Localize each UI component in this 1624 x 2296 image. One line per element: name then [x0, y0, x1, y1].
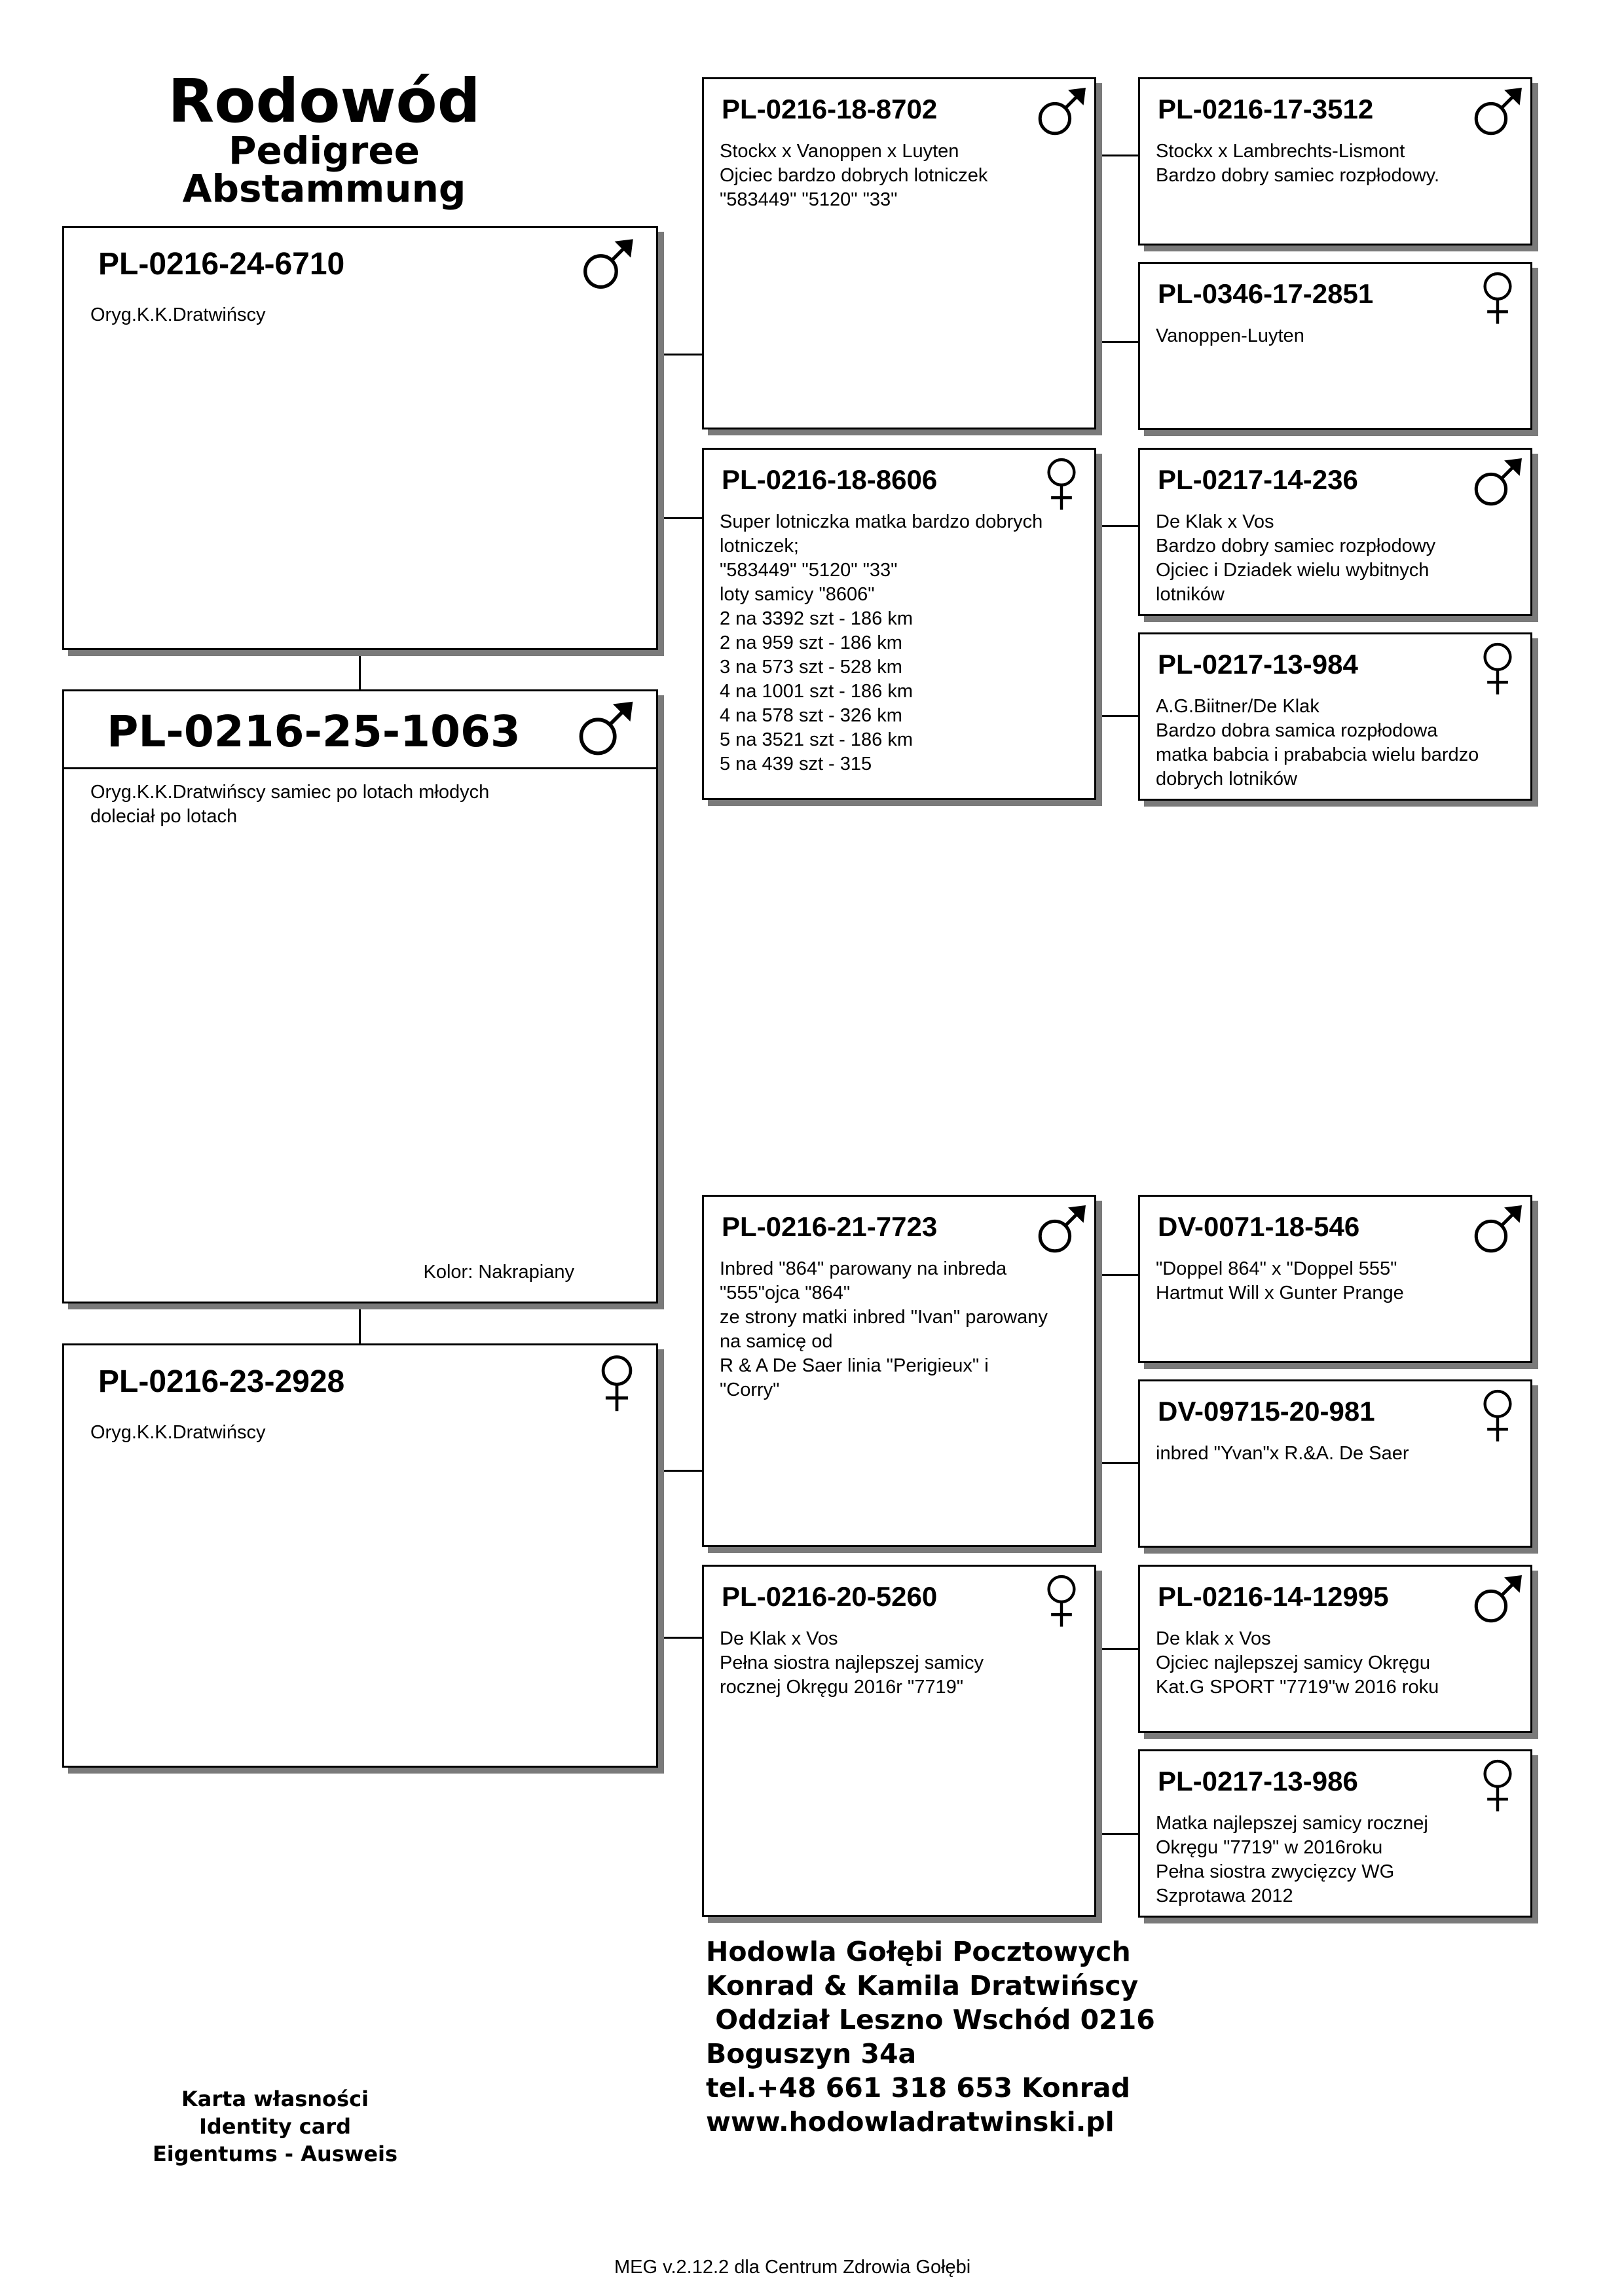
dam-description: Oryg.K.K.Dratwińscy [90, 1422, 266, 1443]
footer-text: MEG v.2.12.2 dla Centrum Zdrowia Gołębi [614, 2257, 971, 2278]
connector-gen2-1-gen3 [1092, 525, 1144, 527]
connector-gen2-0-gen3b [1092, 341, 1144, 343]
connector-gen2-3-gen3b [1092, 1833, 1144, 1835]
identity-card-line: Karta własności [181, 2086, 369, 2111]
subject-ring-number: PL-0216-25-1063 [107, 706, 521, 757]
sire-ring-number: PL-0216-24-6710 [98, 247, 345, 282]
gen2-card[interactable] [702, 1195, 1096, 1547]
gen3-ring-number: PL-0216-17-3512 [1158, 94, 1374, 124]
female-symbol-icon [1479, 640, 1516, 697]
subject-card[interactable] [62, 689, 658, 1303]
gen3-ring-number: PL-0217-13-986 [1158, 1766, 1358, 1796]
gen3-ring-number: DV-0071-18-546 [1158, 1211, 1360, 1242]
pedigree-subtitle-en: Pedigree [228, 128, 420, 173]
gen3-ring-number: PL-0216-14-12995 [1158, 1581, 1389, 1612]
gen3-card[interactable] [1138, 1195, 1532, 1363]
gen3-description: De klak x Vos Ojciec najlepszej samicy Okręgu Kat.G SPORT "7719"w 2016 roku [1156, 1628, 1439, 1698]
gen2-description: Super lotniczka matka bardzo dobrych lotniczek; "583449" "5120" "33" loty samicy "8606" 2 na 3392 szt - 186 km 2 na 959 szt - 186 km 3 na 573 szt - 528 km 4 na 1001 szt - 186 km 4 na 578 szt - 326 km 5 na 3521 szt - 186 km 5 na 439 szt - 315 [720, 511, 1043, 774]
gen2-ring-number: PL-0216-21-7723 [722, 1211, 938, 1242]
gen2-description: Stockx x Vanoppen x Luyten Ojciec bardzo dobrych lotniczek "583449" "5120" "33" [720, 141, 988, 210]
identity-card-label [124, 2085, 426, 2168]
gen3-description: inbred "Yvan"x R.&A. De Saer [1156, 1443, 1409, 1464]
female-symbol-icon [597, 1352, 637, 1414]
gen3-description: Stockx x Lambrechts-Lismont Bardzo dobry samiec rozpłodowy. [1156, 141, 1440, 186]
female-symbol-icon [1043, 1572, 1080, 1630]
gen3-card[interactable] [1138, 1749, 1532, 1918]
female-symbol-icon [1479, 1387, 1516, 1444]
male-symbol-icon [579, 236, 637, 293]
gen3-card[interactable] [1138, 77, 1532, 246]
gen2-ring-number: PL-0216-18-8702 [722, 94, 938, 124]
pedigree-subtitle-de: Abstammung [182, 166, 466, 211]
dam-ring-number: PL-0216-23-2928 [98, 1364, 345, 1399]
gen3-card[interactable] [1138, 1379, 1532, 1548]
breeder-line: Boguszyn 34a [706, 2038, 917, 2069]
gen3-ring-number: DV-09715-20-981 [1158, 1396, 1375, 1427]
gen3-description: De Klak x Vos Bardzo dobry samiec rozpłodowy Ojciec i Dziadek wielu wybitnych lotników [1156, 511, 1436, 605]
female-symbol-icon [1479, 269, 1516, 327]
gen2-card[interactable] [702, 448, 1096, 800]
gen3-ring-number: PL-0346-17-2851 [1158, 278, 1374, 309]
breeder-website[interactable]: www.hodowladratwinski.pl [706, 2106, 1115, 2138]
male-symbol-icon [1470, 1572, 1525, 1627]
gen3-ring-number: PL-0217-13-984 [1158, 649, 1358, 680]
pedigree-title: Rodowód [168, 66, 481, 136]
identity-card-line: Identity card [198, 2114, 352, 2139]
gen3-card[interactable] [1138, 262, 1532, 430]
dam-card[interactable] [62, 1343, 658, 1768]
subject-description: Oryg.K.K.Dratwińscy samiec po lotach młodych doleciał po lotach [90, 782, 490, 827]
male-symbol-icon [1470, 455, 1525, 510]
connector-subject-dam [359, 1300, 361, 1345]
gen3-ring-number: PL-0217-14-236 [1158, 464, 1358, 495]
sire-description: Oryg.K.K.Dratwińscy [90, 304, 266, 325]
male-symbol-icon [574, 698, 637, 760]
female-symbol-icon [1479, 1757, 1516, 1814]
gen3-card[interactable] [1138, 632, 1532, 801]
gen3-description: A.G.Biitner/De Klak Bardzo dobra samica rozpłodowa matka babcia i prababcia wielu bardzo dobrych lotników [1156, 696, 1479, 790]
sire-card[interactable] [62, 226, 658, 650]
gen2-card[interactable] [702, 77, 1096, 429]
subject-header-divider [64, 767, 656, 769]
gen2-description: Inbred "864" parowany na inbreda "555"ojca "864" ze strony matki inbred "Ivan" parowany na samicę od R & A De Saer linia "Perigieux" i "Corry" [720, 1258, 1048, 1400]
breeder-line: Hodowla Gołębi Pocztowych [706, 1936, 1131, 1967]
breeder-line: Oddział Leszno Wschód 0216 [706, 2004, 1155, 2035]
connector-gen2-3-gen3 [1092, 1648, 1144, 1650]
connector-gen2-2-gen3 [1092, 1274, 1144, 1276]
connector-gen2-0-gen3 [1092, 155, 1144, 156]
gen2-ring-number: PL-0216-18-8606 [722, 464, 938, 495]
breeder-phone: tel.+48 661 318 653 Konrad [706, 2072, 1130, 2104]
gen2-card[interactable] [702, 1565, 1096, 1917]
male-symbol-icon [1034, 1202, 1089, 1257]
male-symbol-icon [1470, 1202, 1525, 1257]
gen3-description: "Doppel 864" x "Doppel 555" Hartmut Will x Gunter Prange [1156, 1258, 1404, 1303]
male-symbol-icon [1470, 84, 1525, 139]
breeder-line: Konrad & Kamila Dratwińscy [706, 1970, 1139, 2001]
male-symbol-icon [1034, 84, 1089, 139]
subject-color: Kolor: Nakrapiany [423, 1262, 574, 1283]
female-symbol-icon [1043, 455, 1080, 513]
gen3-description: Vanoppen-Luyten [1156, 325, 1304, 346]
gen2-ring-number: PL-0216-20-5260 [722, 1581, 938, 1612]
gen3-description: Matka najlepszej samicy rocznej Okręgu "7719" w 2016roku Pełna siostra zwycięzcy WG Szprotawa 2012 [1156, 1813, 1428, 1906]
connector-gen2-2-gen3b [1092, 1462, 1144, 1464]
connector-sire-subject [359, 647, 361, 693]
connector-gen2-1-gen3b [1092, 715, 1144, 717]
gen3-card[interactable] [1138, 1565, 1532, 1733]
gen3-card[interactable] [1138, 448, 1532, 616]
gen2-description: De Klak x Vos Pełna siostra najlepszej samicy rocznej Okręgu 2016r "7719" [720, 1628, 984, 1698]
breeder-info [706, 1935, 1155, 2139]
identity-card-line: Eigentums - Ausweis [152, 2141, 398, 2166]
